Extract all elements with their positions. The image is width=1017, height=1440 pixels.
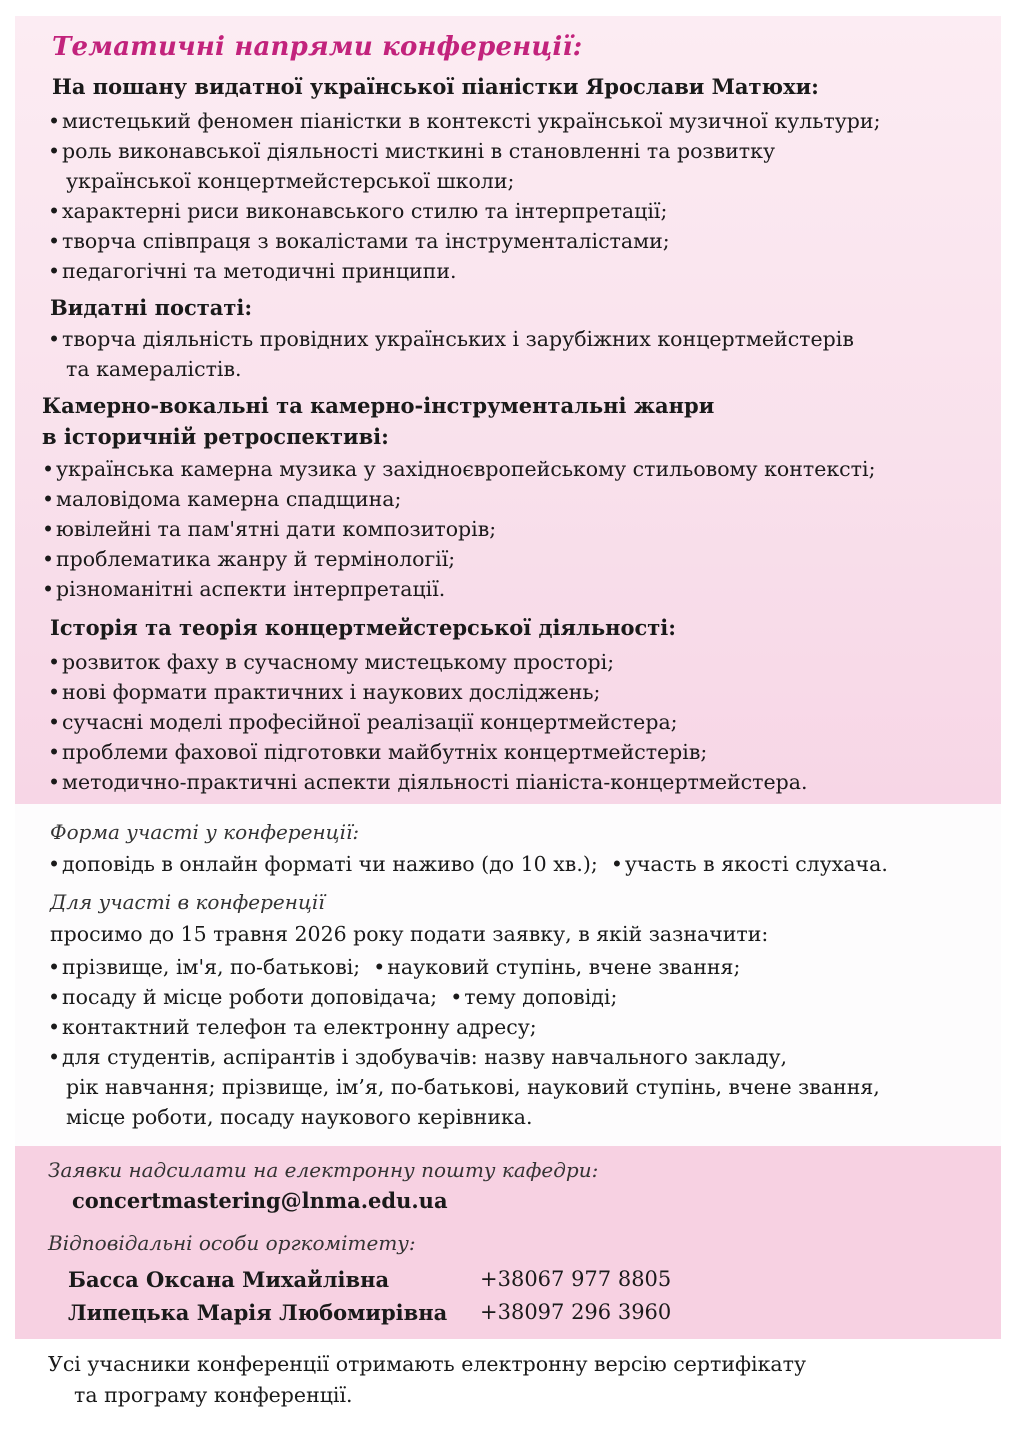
list-item-cont: та камералістів. (66, 357, 242, 381)
list-item: •посаду й місце роботи доповідача; •тему доповіді; (48, 985, 618, 1009)
contact-phone[interactable]: +38067 977 8805 (480, 1267, 672, 1291)
form-label: Форма участі у конференції: (50, 820, 360, 844)
list-item: •розвиток фаху в сучасному мистецькому просторі; (48, 650, 615, 674)
list-item: •проблематика жанру й термінології; (42, 547, 456, 571)
list-item: •українська камерна музика у західноєвропейському стильовому контексті; (42, 457, 876, 481)
list-item: •проблеми фахової підготовки майбутніх концертмейстерів; (48, 740, 708, 764)
list-item: •характерні риси виконавського стилю та інтерпретації; (48, 199, 668, 223)
list-item: •маловідома камерна спадщина; (42, 487, 402, 511)
list-item: •нові формати практичних і наукових досліджень; (48, 680, 601, 704)
apply-text: просимо до 15 травня 2026 року подати заявку, в якій зазначити: (50, 922, 769, 946)
list-item: •ювілейні та пам'ятні дати композиторів; (42, 517, 497, 541)
footer-text: Усі учасники конференції отримають електронну версію сертифікату (48, 1352, 807, 1376)
email-link[interactable]: concertmastering@lnma.edu.ua (72, 1188, 448, 1213)
list-item-cont: рік навчання; прізвище, ім’я, по-батькові, науковий ступінь, вчене звання, (66, 1075, 880, 1099)
list-item: •творча діяльність провідних українських і зарубіжних концертмейстерів (48, 327, 854, 351)
contact-phone[interactable]: +38097 296 3960 (480, 1300, 672, 1324)
contact-name: Басса Оксана Михайлівна (68, 1267, 390, 1292)
list-item: •роль виконавської діяльності мисткині в становленні та розвитку (48, 139, 776, 163)
contact-name: Липецька Марія Любомирівна (68, 1300, 448, 1325)
people-label: Відповідальні особи оргкомітету: (48, 1231, 416, 1255)
list-item: •методично-практичні аспекти діяльності піаніста-концертмейстера. (48, 770, 808, 794)
form-items: •доповідь в онлайн форматі чи наживо (до 10 хв.); •участь в якості слухача. (48, 852, 888, 876)
section-heading: Камерно-вокальні та камерно-інструментальні жанри (42, 393, 715, 418)
list-item: •творча співпраця з вокалістами та інструменталістами; (48, 229, 670, 253)
list-item: •різноманітні аспекти інтерпретації. (42, 577, 446, 601)
footer-text: та програму конференції. (74, 1383, 353, 1407)
list-item-cont: місце роботи, посаду наукового керівника. (66, 1105, 533, 1129)
email-label: Заявки надсилати на електронну пошту кафедри: (48, 1158, 599, 1182)
list-item: •прізвище, ім'я, по-батькові; •науковий ступінь, вчене звання; (48, 955, 741, 979)
section-heading: Видатні постаті: (50, 295, 253, 320)
section-heading: Історія та теорія концертмейстерської діяльності: (50, 615, 677, 640)
list-item: •педагогічні та методичні принципи. (48, 259, 457, 283)
apply-label: Для участі в конференції (50, 890, 325, 914)
list-item: •для студентів, аспірантів і здобувачів: назву навчального закладу, (48, 1045, 788, 1069)
page-title: Тематичні напрями конференції: (52, 32, 583, 62)
section-heading: На пошану видатної української піаністки Ярослави Матюхи: (52, 74, 819, 99)
list-item: •мистецький феномен піаністки в контексті української музичної культури; (48, 109, 881, 133)
list-item: •контактний телефон та електронну адресу; (48, 1015, 537, 1039)
section-heading: в історичній ретроспективі: (42, 424, 389, 449)
list-item-cont: української концертмейстерської школи; (66, 169, 515, 193)
list-item: •сучасні моделі професійної реалізації концертмейстера; (48, 710, 678, 734)
